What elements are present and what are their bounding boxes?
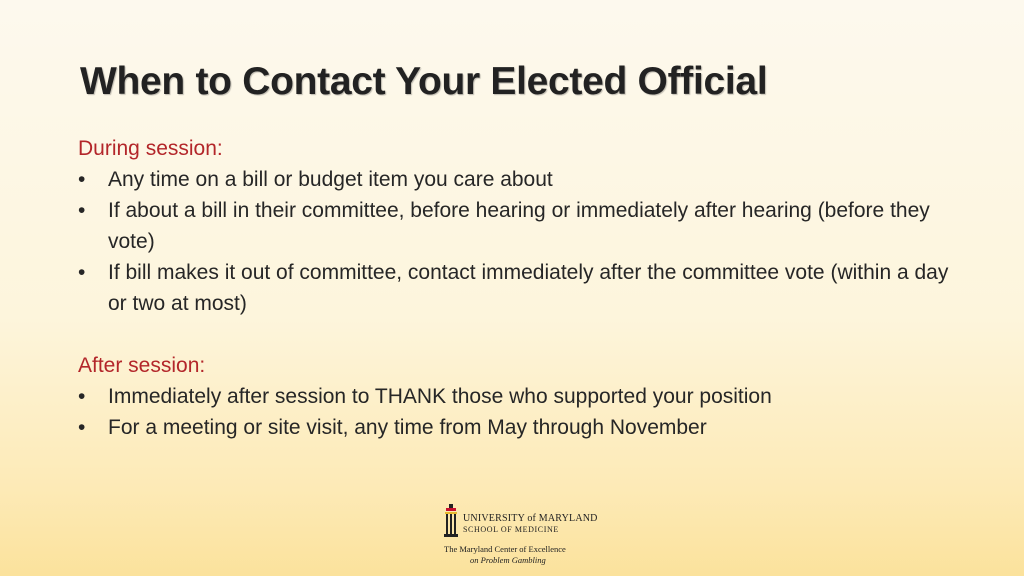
list-item: • If about a bill in their committee, before hearing or immediately after hearing (before they vote) (78, 195, 958, 257)
logo-university: UNIVERSITY of MARYLAND (463, 513, 598, 524)
during-session-list (78, 164, 958, 319)
bullet-icon: • (78, 261, 86, 284)
list-item: • Any time on a bill or budget item you care about (78, 164, 958, 195)
slide-title: When to Contact Your Elected Official (80, 60, 768, 103)
bullet-icon: • (78, 168, 86, 191)
umsom-logo (444, 502, 598, 568)
logo-school: SCHOOL OF MEDICINE (463, 525, 559, 534)
slide-content (78, 133, 958, 443)
bullet-icon: • (78, 385, 86, 408)
university-shield-icon (444, 504, 458, 538)
logo-center-line2: on Problem Gambling (470, 555, 546, 565)
after-session-heading: After session: (78, 354, 206, 377)
during-session-heading: During session: (78, 137, 223, 160)
bullet-icon: • (78, 416, 86, 439)
list-item: • Immediately after session to THANK those who supported your position (78, 381, 958, 412)
list-item: • For a meeting or site visit, any time from May through November (78, 412, 958, 443)
after-session-list (78, 381, 958, 443)
logo-center-line1: The Maryland Center of Excellence (444, 544, 566, 554)
bullet-icon: • (78, 199, 86, 222)
list-item: • If bill makes it out of committee, contact immediately after the committee vote (within a day or two at most) (78, 257, 958, 319)
